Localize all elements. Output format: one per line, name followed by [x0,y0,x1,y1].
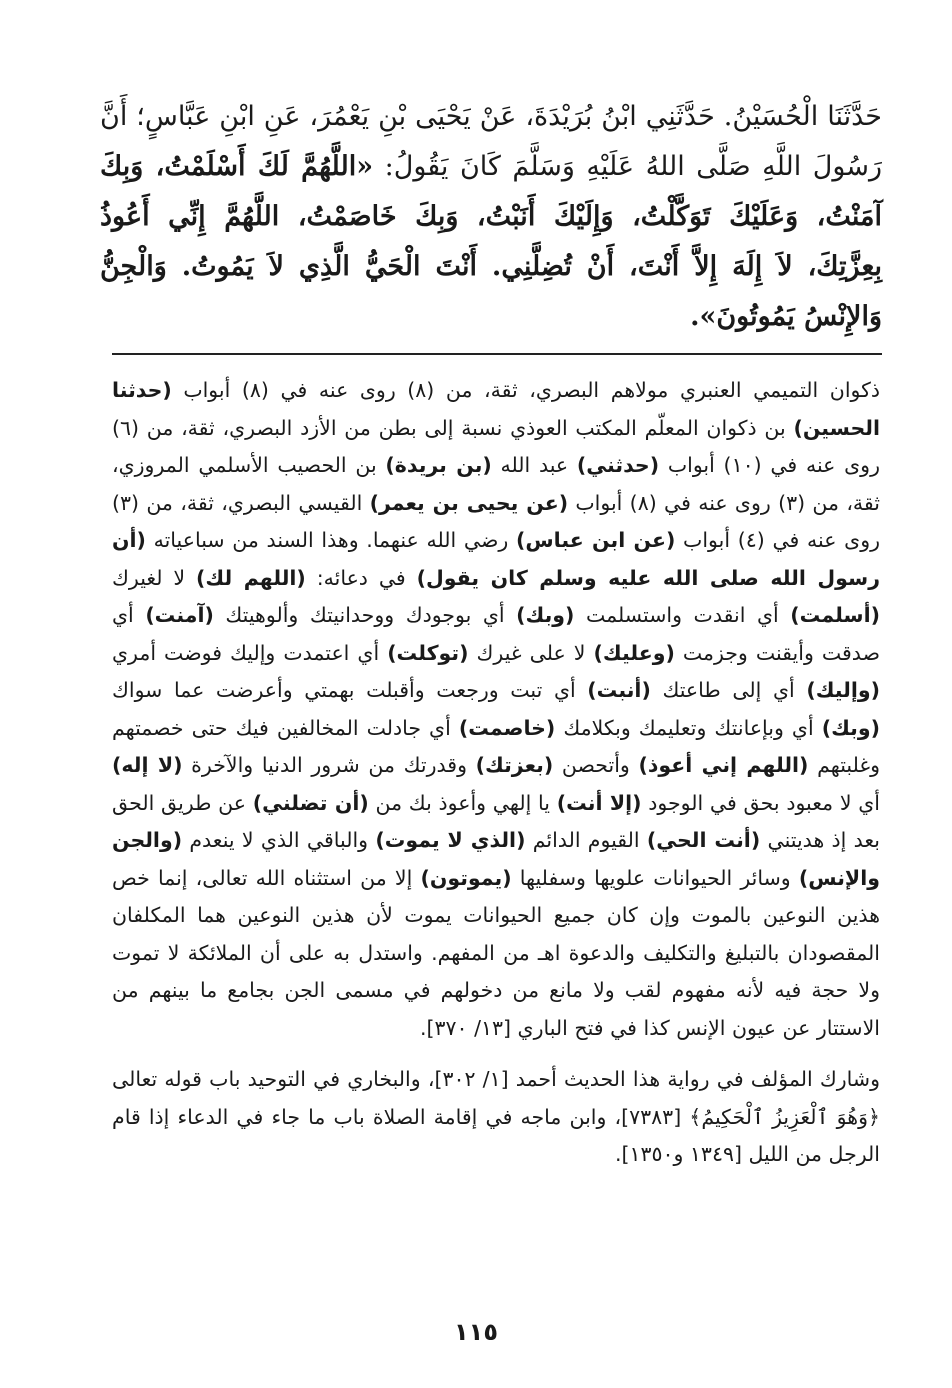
text-run: وأتحصن [553,753,639,777]
bold-term: (اللهم لك) [196,565,306,590]
text-run: أي بوجودك ووحدانيتك وألوهيتك [213,603,517,627]
text-run: بن الحصيب الأسلمي المروزي، ثقة، من (٣) روى عنه في (٨) أبواب [112,453,880,515]
bold-term: (وبك) [516,603,575,627]
bold-term: (أن رسول الله صلى الله عليه وسلم كان يقول) [112,528,880,590]
text-run: القيوم الدائم [525,828,647,852]
text-run: أي اعتمدت وإليك فوضت أمري [112,640,388,665]
bold-term: (أسلمت) [790,603,880,627]
text-run: والباقي الذي لا ينعدم [182,828,376,852]
text-run: وشارك المؤلف في رواية هذا الحديث أحمد [١/ ٣٠٢]، والبخاري في التوحيد باب قوله تعالى ﴿وَهُوَ ٱلْعَزِيزُ ٱلْحَكِيمُ﴾ [٧٣٨٣]، وابن ماجه في إقامة الصلاة باب ما جاء في الدعاء إذا قام الرجل من الليل [١٣٤٩ و١٣٥٠]. [112,1067,880,1166]
text-run: إلا من استثناه الله تعالى، إنما خص هذين النوعين بالموت وإن كان جميع الحيوانات يموت لأن هذين النوعين هما المكلفان المقصودان بالتبليغ والتكليف والدعوة اهـ من المفهم. واستدل به على أن الملائكة لا تموت ولا حجة فيه لأنه مفهوم لقب ولا مانع من دخولهم في مسمى الجن بجامع ما بينهم من الاستتار عن عيون الإنس كذا في فتح الباري [١٣/ ٣٧٠]. [112,865,880,1040]
bold-term: (عن يحيى بن يعمر) [369,490,569,515]
text-run: أي جادلت المخالفين فيك حتى خصمتهم وغلبتهم [112,715,880,777]
text-run: عن طريق الحق بعد إذ هديتني [112,790,881,852]
text-run: عبد الله [491,453,577,477]
bold-term: (اللهم إني أعوذ) [638,753,809,777]
text-run: ذكوان التميمي العنبري مولاهم البصري، ثقة، من (٨) روى عنه في (٨) أبواب [171,378,880,402]
footnote-separator [112,353,882,355]
text-run: يا إلهي وأعوذ بك من [368,790,557,815]
bold-term: (آمنت) [145,603,214,627]
footnotes [112,372,880,1174]
hadith-text [100,92,882,342]
hadith-chain: حَدَّثَنَا الْحُسَيْنُ. حَدَّثَنِي ابْنُ بُرَيْدَةَ، عَنْ يَحْيَى بْنِ يَعْمُرَ، عَنِ ابْنِ عَبَّاسٍ؛ أَنَّ رَسُولَ اللَّهِ صَلَّى اللهُ عَلَيْهِ وَسَلَّمَ كَانَ يَقُولُ: [100,101,882,182]
text-run: لا على غيرك [468,640,594,665]
text-run: أي صدقت وأيقنت وجزمت [112,603,880,665]
bold-term: (وإليك) [806,678,880,702]
hadith-supplication: «اللَّهُمَّ لَكَ أَسْلَمْتُ، وَبِكَ آمَنْتُ، وَعَلَيْكَ تَوَكَّلْتُ، وَإِلَيْكَ أَنَبْتُ، وَبِكَ خَاصَمْتُ، اللَّهُمَّ إِنِّي أَعُوذُ بِعِزَّتِكَ، لاَ إِلَهَ إِلاَّ أَنْتَ، أَنْ تُضِلَّنِي. أَنْتَ الْحَيُّ الَّذِي لاَ يَمُوتُ. وَالْجِنُّ وَالإِنْسُ يَمُوتُونَ». [100,151,882,332]
bold-term: (والجن والإنس) [112,828,880,890]
bold-term: (أنت الحي) [646,828,761,852]
bold-term: (خاصمت) [458,715,556,740]
text-run: رضي الله عنهما. وهذا السند من سباعياته [145,528,516,552]
bold-term: (حدثنا الحسين) [112,378,880,440]
bold-term: (حدثني) [576,453,660,477]
bold-term: (يموتون) [420,865,512,890]
bold-term: (بعزتك) [475,753,554,777]
bold-term: (وبك) [821,715,880,740]
bold-term: (أنبت) [587,678,651,702]
text-run: لا لغيرك [112,565,197,590]
page-number: ١١٥ [454,1318,498,1346]
text-run: أي انقدت واستسلمت [574,603,791,627]
text-run: وسائر الحيوانات علويها وسفليها [511,865,799,890]
bold-term: (أن تضلني) [252,790,369,815]
text-run: أي تبت ورجعت وأقبلت بهمتي وأعرضت عما سواك [112,678,588,702]
bold-term: (لا إله) [112,753,183,777]
text-run: أي لا معبود بحق في الوجود [641,790,880,815]
bold-term: (وعليك) [593,640,675,665]
footnote-commentary [112,372,880,1047]
bold-term: (الذي لا يموت) [375,828,526,852]
text-run: في دعائه: [305,565,417,590]
text-run: أي إلى طاعتك [650,678,807,702]
hadith-paragraph [100,92,882,342]
bold-term: (بن بريدة) [385,453,492,477]
bold-term: (عن ابن عباس) [516,528,676,552]
footnote-references [112,1061,880,1174]
bold-term: (إلا أنت) [556,790,642,815]
bold-term: (توكلت) [387,640,469,665]
text-run: بن ذكوان المعلّم المكتب العوذي نسبة إلى بطن من الأزد البصري، ثقة، من (٦) روى عنه في (١٠) أبواب [112,415,880,477]
text-run: وقدرتك من شرور الدنيا والآخرة [182,753,476,777]
text-run: القيسي البصري، ثقة، من (٣) روى عنه في (٤) أبواب [112,490,880,552]
text-run: أي وبإعانتك وتعليمك وبكلامك [555,715,822,740]
